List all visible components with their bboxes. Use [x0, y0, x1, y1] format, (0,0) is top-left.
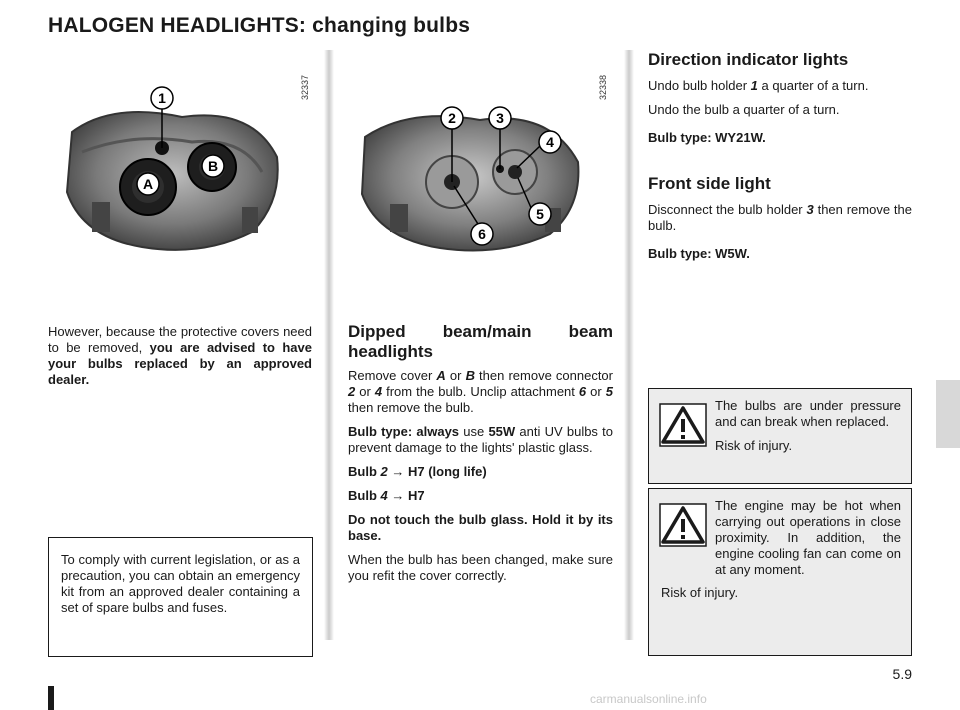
dipped-beam-instructions: Remove cover A or B then remove connector 2 or 4 from the bulb. Unclip attachment 6 or 5 then remove the bulb. — [348, 368, 613, 415]
warning-triangle-icon — [659, 403, 707, 447]
bulb-glass-warning: Do not touch the bulb glass. Hold it by its base. — [348, 512, 613, 543]
warning-engine-text-wrap — [715, 498, 901, 578]
bulb-type-note: Bulb type: always use 55W anti UV bulbs to prevent damage to the lights' plastic glass. — [348, 424, 613, 455]
legislation-note-box — [48, 537, 313, 657]
fs-step-1: Disconnect the bulb holder 3 then remove the bulb. — [648, 202, 913, 233]
image-code-middle: 32338 — [598, 74, 608, 100]
di-bulb-type: Bulb type: WY21W. — [648, 130, 766, 145]
callout-5: 5 — [536, 206, 544, 222]
bottom-edge-mark — [48, 686, 54, 710]
dipped-beam-section — [348, 322, 613, 592]
headlight-illustration-middle — [350, 62, 590, 262]
page-number: 5.9 — [892, 666, 912, 682]
front-side-light-heading: Front side light — [648, 174, 771, 193]
warning-pressure-risk: Risk of injury. — [715, 438, 793, 453]
dealer-advice — [48, 324, 312, 388]
dipped-beam-heading: Dipped beam/main beam headlights — [348, 322, 613, 361]
bulb-4-spec: Bulb 4 → H7 — [348, 488, 425, 503]
callout-1: 1 — [158, 90, 166, 106]
image-code-left: 32337 — [300, 74, 310, 100]
chapter-tab-marker — [936, 380, 960, 448]
column-divider — [624, 50, 634, 640]
fs-bulb-type: Bulb type: W5W. — [648, 246, 750, 261]
column-divider — [324, 50, 334, 640]
warning-engine-text: The engine may be hot when carrying out operations in close proximity. In addition, the engine cooling fan can come on at any moment. — [715, 498, 901, 577]
callout-3: 3 — [496, 110, 504, 126]
warning-triangle-icon — [659, 503, 707, 547]
di-step-2: Undo the bulb a quarter of a turn. — [648, 102, 840, 117]
callout-4: 4 — [546, 134, 554, 150]
warning-box-pressure — [648, 388, 912, 484]
callout-B: B — [207, 158, 219, 174]
legislation-note-text: To comply with current legislation, or as a precaution, you can obtain an emergency kit from an approved dealer containing a set of spare bulbs and fuses. — [61, 552, 300, 615]
warning-pressure-text: The bulbs are under pressure and can break when replaced. — [715, 398, 901, 429]
refit-cover-note: When the bulb has been changed, make sure you refit the cover correctly. — [348, 552, 613, 583]
di-step-1: Undo bulb holder 1 a quarter of a turn. — [648, 78, 869, 93]
warning-engine-risk-wrap — [661, 585, 901, 609]
warning-pressure-text-wrap — [715, 398, 901, 462]
footer-watermark-link[interactable]: carmanualsonline.info — [590, 692, 707, 706]
callout-6: 6 — [478, 226, 486, 242]
dealer-advice-text: However, because the protective covers need to be removed, — [48, 324, 312, 355]
callout-A: A — [142, 176, 154, 192]
dealer-advice-bold: you are advised to have your bulbs replaced by an approved dealer. — [48, 340, 312, 387]
right-column-text — [648, 50, 912, 270]
page-title: HALOGEN HEADLIGHTS: changing bulbs — [48, 14, 471, 37]
warning-box-engine — [648, 488, 912, 656]
headlight-illustration-left — [52, 62, 292, 262]
warning-engine-risk: Risk of injury. — [661, 585, 739, 600]
direction-indicator-heading: Direction indicator lights — [648, 50, 849, 69]
bulb-2-spec: Bulb 2 → H7 (long life) — [348, 464, 487, 479]
callout-2: 2 — [448, 110, 456, 126]
